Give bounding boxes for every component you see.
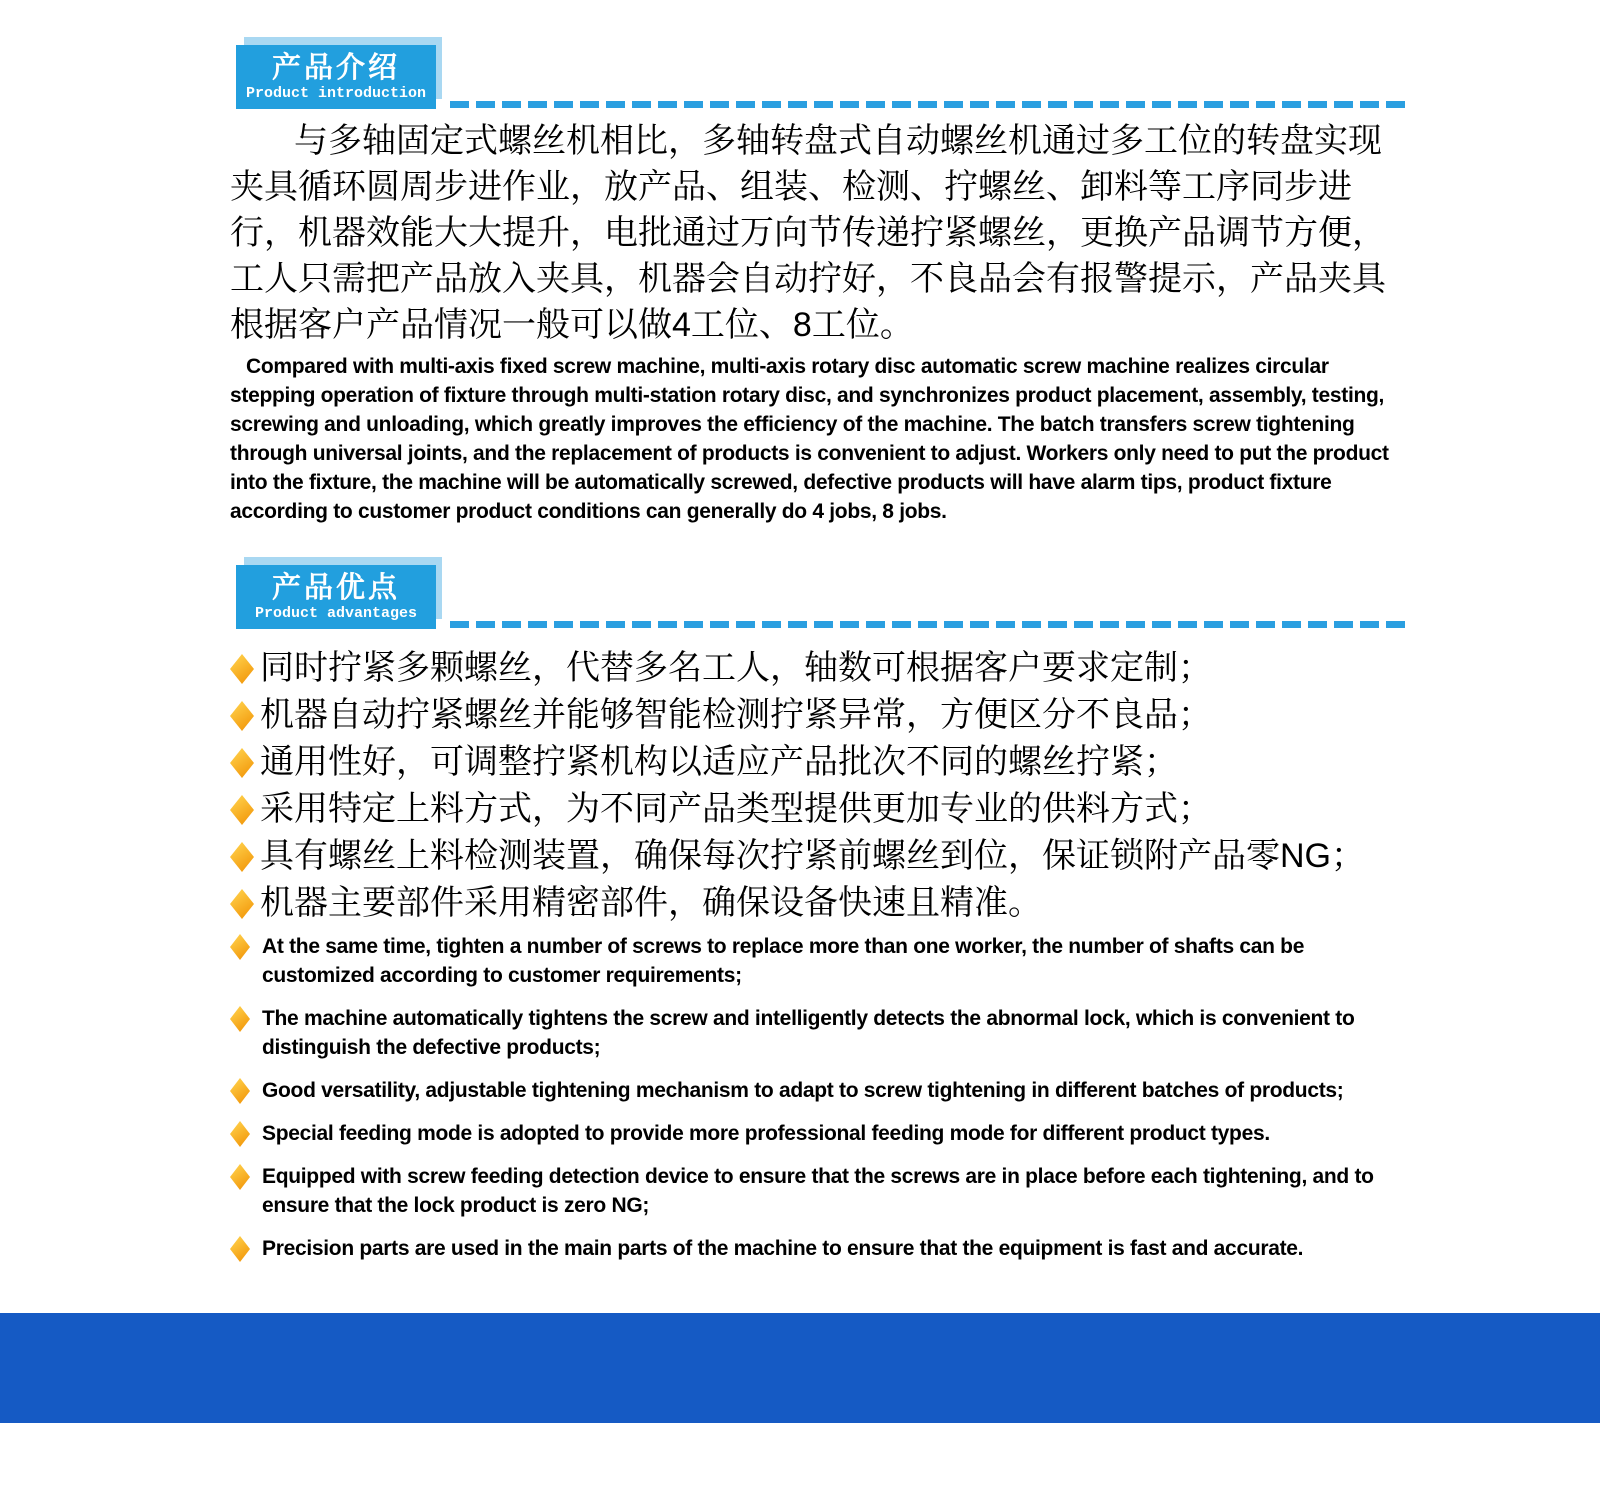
diamond-bullet-icon bbox=[230, 1236, 250, 1262]
diamond-bullet-icon bbox=[230, 1006, 250, 1032]
introduction-paragraph-en: Compared with multi-axis fixed screw machine, multi-axis rotary disc automatic screw machine realizes circular stepping operation of fixture through multi-station rotary disc, and synchronizes product placement, assembly, testing, screwing and unloading, which greatly improves the efficiency of the machine. The batch transfers screw tightening through universal joints, and the replacement of products is convenient to adjust. Workers only need to put the product into the fixture, the machine will be automatically screwed, defective products will have alarm tips, product fixture according to customer product conditions can generally do 4 jobs, 8 jobs. bbox=[230, 355, 1389, 523]
diamond-bullet-icon bbox=[230, 795, 254, 825]
section-header-introduction bbox=[230, 37, 1410, 109]
advantage-en-text: Precision parts are used in the main parts of the machine to ensure that the equipment is fast and accurate. bbox=[262, 1237, 1304, 1260]
advantage-en-text: Special feeding mode is adopted to provide more professional feeding mode for different product types. bbox=[262, 1122, 1270, 1145]
advantage-en-item bbox=[230, 1004, 1390, 1062]
diamond-bullet-icon bbox=[230, 748, 254, 778]
diamond-bullet-icon bbox=[230, 1078, 250, 1104]
diamond-bullet-icon bbox=[230, 701, 254, 731]
advantage-zh-item bbox=[230, 786, 1405, 833]
advantage-zh-item bbox=[230, 880, 1405, 927]
advantage-en-item bbox=[230, 1234, 1390, 1263]
advantage-en-item bbox=[230, 932, 1390, 990]
advantages-list-en bbox=[230, 932, 1390, 1277]
dashed-divider bbox=[450, 101, 1410, 108]
dashed-divider bbox=[450, 621, 1410, 628]
introduction-badge bbox=[236, 45, 436, 109]
diamond-bullet-icon bbox=[230, 1121, 250, 1147]
advantage-en-item bbox=[230, 1076, 1390, 1105]
advantages-badge bbox=[236, 565, 436, 629]
advantage-zh-item bbox=[230, 692, 1405, 739]
advantage-zh-text: 具有螺丝上料检测装置，确保每次拧紧前螺丝到位，保证锁附产品零NG； bbox=[260, 837, 1365, 875]
diamond-bullet-icon bbox=[230, 1164, 250, 1190]
section-header-advantages bbox=[230, 557, 1410, 629]
advantages-title-zh: 产品优点 bbox=[271, 572, 400, 604]
advantage-en-text: At the same time, tighten a number of screws to replace more than one worker, the number of shafts can be customized according to customer requirements; bbox=[262, 935, 1305, 987]
advantage-zh-text: 机器主要部件采用精密部件，确保设备快速且精准。 bbox=[260, 884, 1042, 922]
diamond-bullet-icon bbox=[230, 889, 254, 919]
advantage-en-text: The machine automatically tightens the screw and intelligently detects the abnormal lock, which is convenient to distinguish the defective products; bbox=[262, 1007, 1355, 1059]
introduction-paragraph-zh: 与多轴固定式螺丝机相比，多轴转盘式自动螺丝机通过多工位的转盘实现夹具循环圆周步进作业，放产品、组装、检测、拧螺丝、卸料等工序同步进行，机器效能大大提升，电批通过万向节传递拧紧螺丝，更换产品调节方便，工人只需把产品放入夹具，机器会自动拧好，不良品会有报警提示，产品夹具根据客户产品情况一般可以做4工位、8工位。 bbox=[230, 122, 1386, 344]
advantage-en-item bbox=[230, 1162, 1390, 1220]
advantage-zh-item bbox=[230, 833, 1405, 880]
introduction-title-zh: 产品介绍 bbox=[271, 52, 400, 84]
advantage-zh-text: 同时拧紧多颗螺丝，代替多名工人，轴数可根据客户要求定制； bbox=[260, 649, 1212, 687]
advantage-zh-text: 采用特定上料方式，为不同产品类型提供更加专业的供料方式； bbox=[260, 790, 1212, 828]
diamond-bullet-icon bbox=[230, 934, 250, 960]
advantage-en-text: Good versatility, adjustable tightening mechanism to adapt to screw tightening in different batches of products; bbox=[262, 1079, 1344, 1102]
diamond-bullet-icon bbox=[230, 842, 254, 872]
advantage-en-item bbox=[230, 1119, 1390, 1148]
advantages-subtitle-en: Product advantages bbox=[254, 605, 418, 622]
advantage-en-text: Equipped with screw feeding detection device to ensure that the screws are in place before each tightening, and to ensure that the lock product is zero NG; bbox=[262, 1165, 1374, 1217]
footer-band bbox=[0, 1313, 1600, 1423]
advantage-zh-text: 机器自动拧紧螺丝并能够智能检测拧紧异常，方便区分不良品； bbox=[260, 696, 1212, 734]
advantage-zh-text: 通用性好，可调整拧紧机构以适应产品批次不同的螺丝拧紧； bbox=[260, 743, 1178, 781]
introduction-subtitle-en: Product introduction bbox=[245, 85, 427, 102]
advantage-zh-item bbox=[230, 739, 1405, 786]
diamond-bullet-icon bbox=[230, 654, 254, 684]
advantages-list-zh bbox=[230, 645, 1405, 927]
advantage-zh-item bbox=[230, 645, 1405, 692]
